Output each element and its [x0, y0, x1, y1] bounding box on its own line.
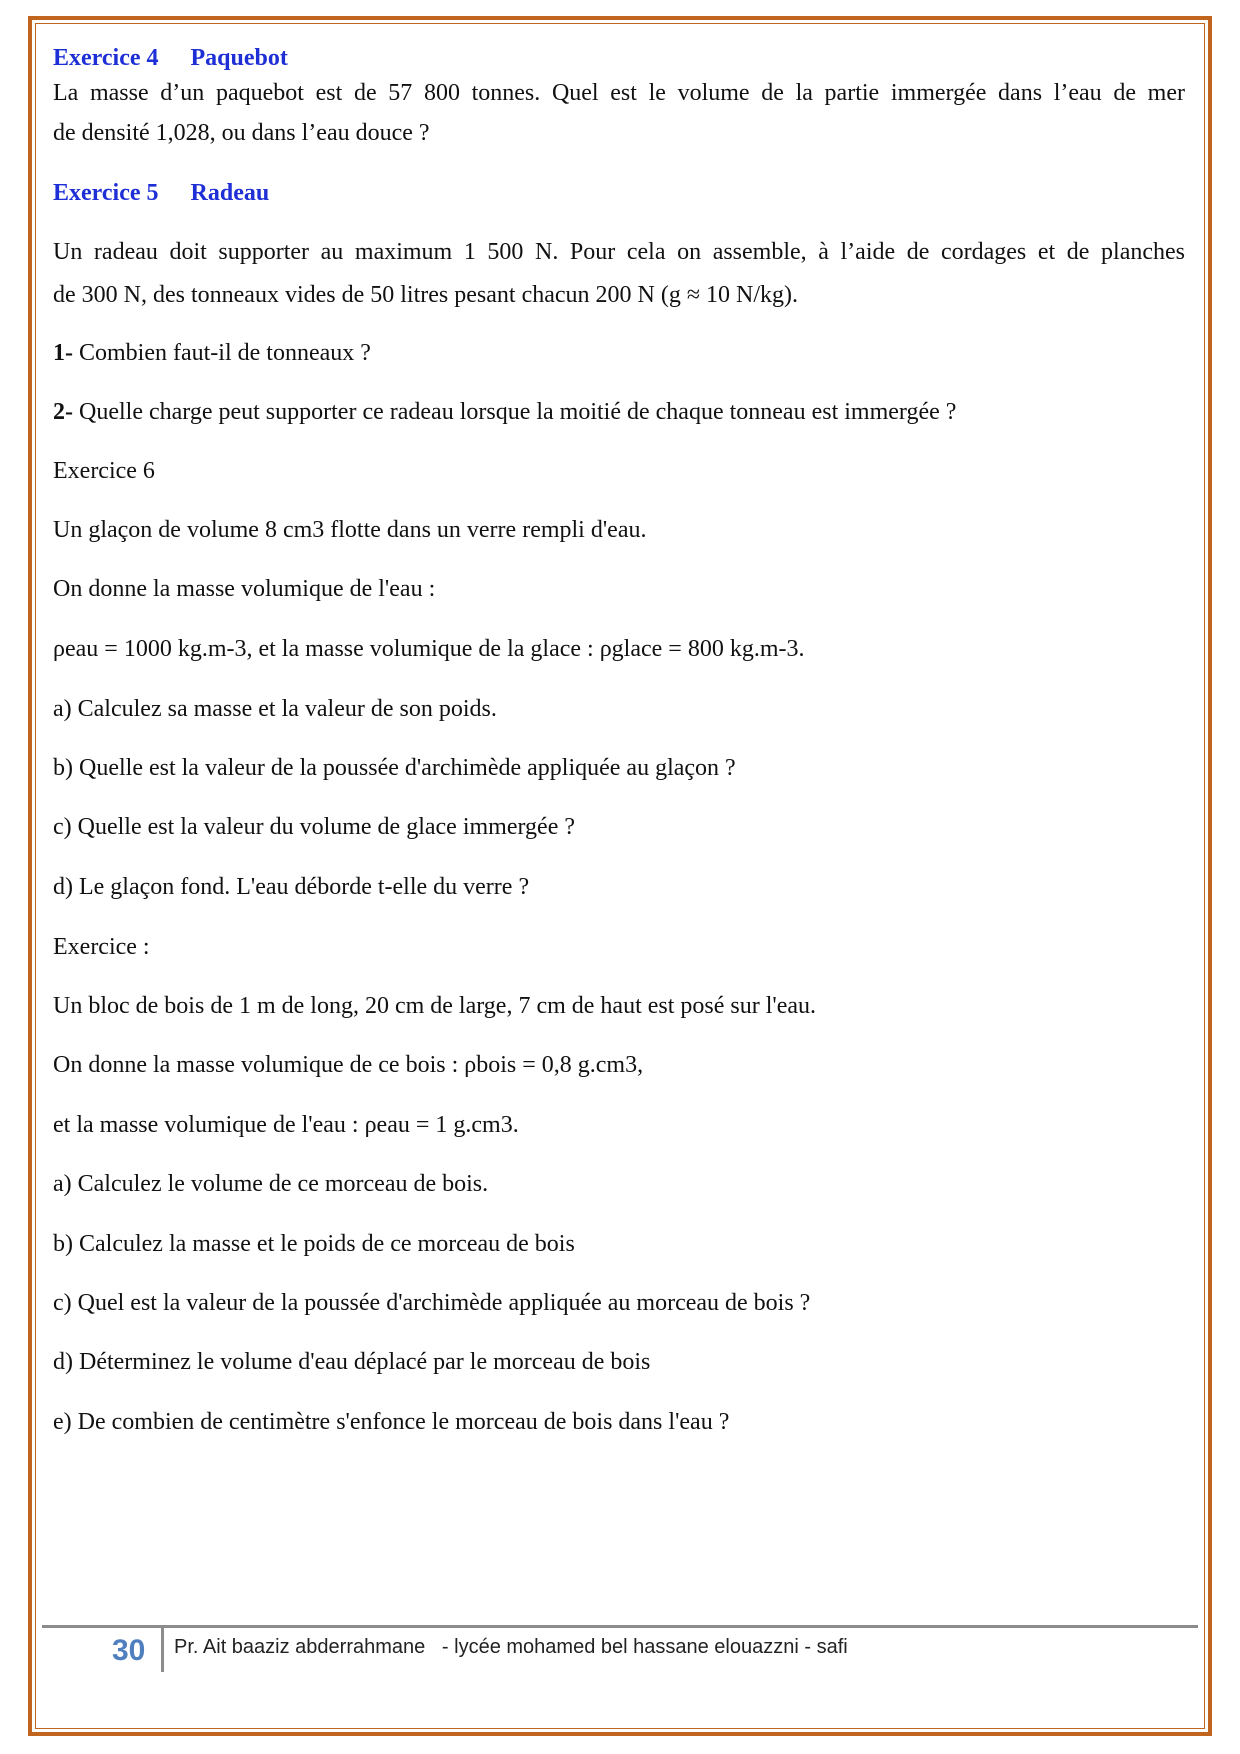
- exercise-5-text-line2: de 300 N, des tonneaux vides de 50 litres pesant chacun 200 N (g ≈ 10 N/kg).: [53, 282, 799, 308]
- exercise-5-question-1: [53, 338, 371, 368]
- exercise-7-heading: Exercice :: [53, 934, 150, 960]
- question-2-number: 2-: [53, 399, 73, 425]
- exercise-6-line1: Un glaçon de volume 8 cm3 flotte dans un verre rempli d'eau.: [53, 517, 647, 543]
- exercise-5-text-line1: Un radeau doit supporter au maximum 1 500 N. Pour cela on assemble, à l’aide de cordages et de planches: [53, 239, 1185, 265]
- page-number: 30: [112, 1634, 146, 1667]
- exercise-5-name: Radeau: [190, 180, 270, 206]
- exercise-6-question-b: b) Quelle est la valeur de la poussée d'archimède appliquée au glaçon ?: [53, 755, 736, 781]
- exercise-4-name: Paquebot: [190, 45, 288, 71]
- exercise-4-text-line2: de densité 1,028, ou dans l’eau douce ?: [53, 120, 430, 146]
- exercise-5-question-2: [53, 397, 956, 427]
- exercise-6-heading: Exercice 6: [53, 458, 155, 484]
- exercise-5-label: Exercice 5: [53, 180, 159, 206]
- exercise-4-text-line1: La masse d’un paquebot est de 57 800 tonnes. Quel est le volume de la partie immergée dans l’eau de mer: [53, 80, 1185, 106]
- question-1-text: Combien faut-il de tonneaux ?: [73, 340, 371, 366]
- exercise-6-line2: On donne la masse volumique de l'eau :: [53, 576, 436, 602]
- exercise-6-question-a: a) Calculez sa masse et la valeur de son poids.: [53, 696, 497, 722]
- exercise-6-line3: ρeau = 1000 kg.m-3, et la masse volumique de la glace : ρglace = 800 kg.m-3.: [53, 636, 805, 662]
- exercise-7-line3: et la masse volumique de l'eau : ρeau = 1 g.cm3.: [53, 1112, 519, 1138]
- exercise-4-title: [53, 43, 288, 73]
- exercise-7-question-a: a) Calculez le volume de ce morceau de bois.: [53, 1171, 489, 1197]
- footer-separator: [161, 1628, 164, 1672]
- exercise-5-title: [53, 178, 269, 208]
- exercise-7-line1: Un bloc de bois de 1 m de long, 20 cm de large, 7 cm de haut est posé sur l'eau.: [53, 993, 817, 1019]
- footer-author-line: Pr. Ait baaziz abderrahmane - lycée mohamed bel hassane elouazzni - safi: [174, 1636, 848, 1658]
- question-2-text: Quelle charge peut supporter ce radeau lorsque la moitié de chaque tonneau est immergée ?: [73, 399, 957, 425]
- exercise-7-question-e: e) De combien de centimètre s'enfonce le morceau de bois dans l'eau ?: [53, 1409, 730, 1435]
- exercise-7-question-d: d) Déterminez le volume d'eau déplacé par le morceau de bois: [53, 1349, 651, 1375]
- exercise-7-question-c: c) Quel est la valeur de la poussée d'archimède appliquée au morceau de bois ?: [53, 1290, 811, 1316]
- exercise-4-label: Exercice 4: [53, 45, 159, 71]
- exercise-6-question-c: c) Quelle est la valeur du volume de glace immergée ?: [53, 814, 575, 840]
- exercise-7-question-b: b) Calculez la masse et le poids de ce morceau de bois: [53, 1231, 575, 1257]
- question-1-number: 1-: [53, 340, 73, 366]
- exercise-6-question-d: d) Le glaçon fond. L'eau déborde t-elle du verre ?: [53, 874, 530, 900]
- exercise-7-line2: On donne la masse volumique de ce bois : ρbois = 0,8 g.cm3,: [53, 1052, 644, 1078]
- footer-rule: [42, 1625, 1198, 1628]
